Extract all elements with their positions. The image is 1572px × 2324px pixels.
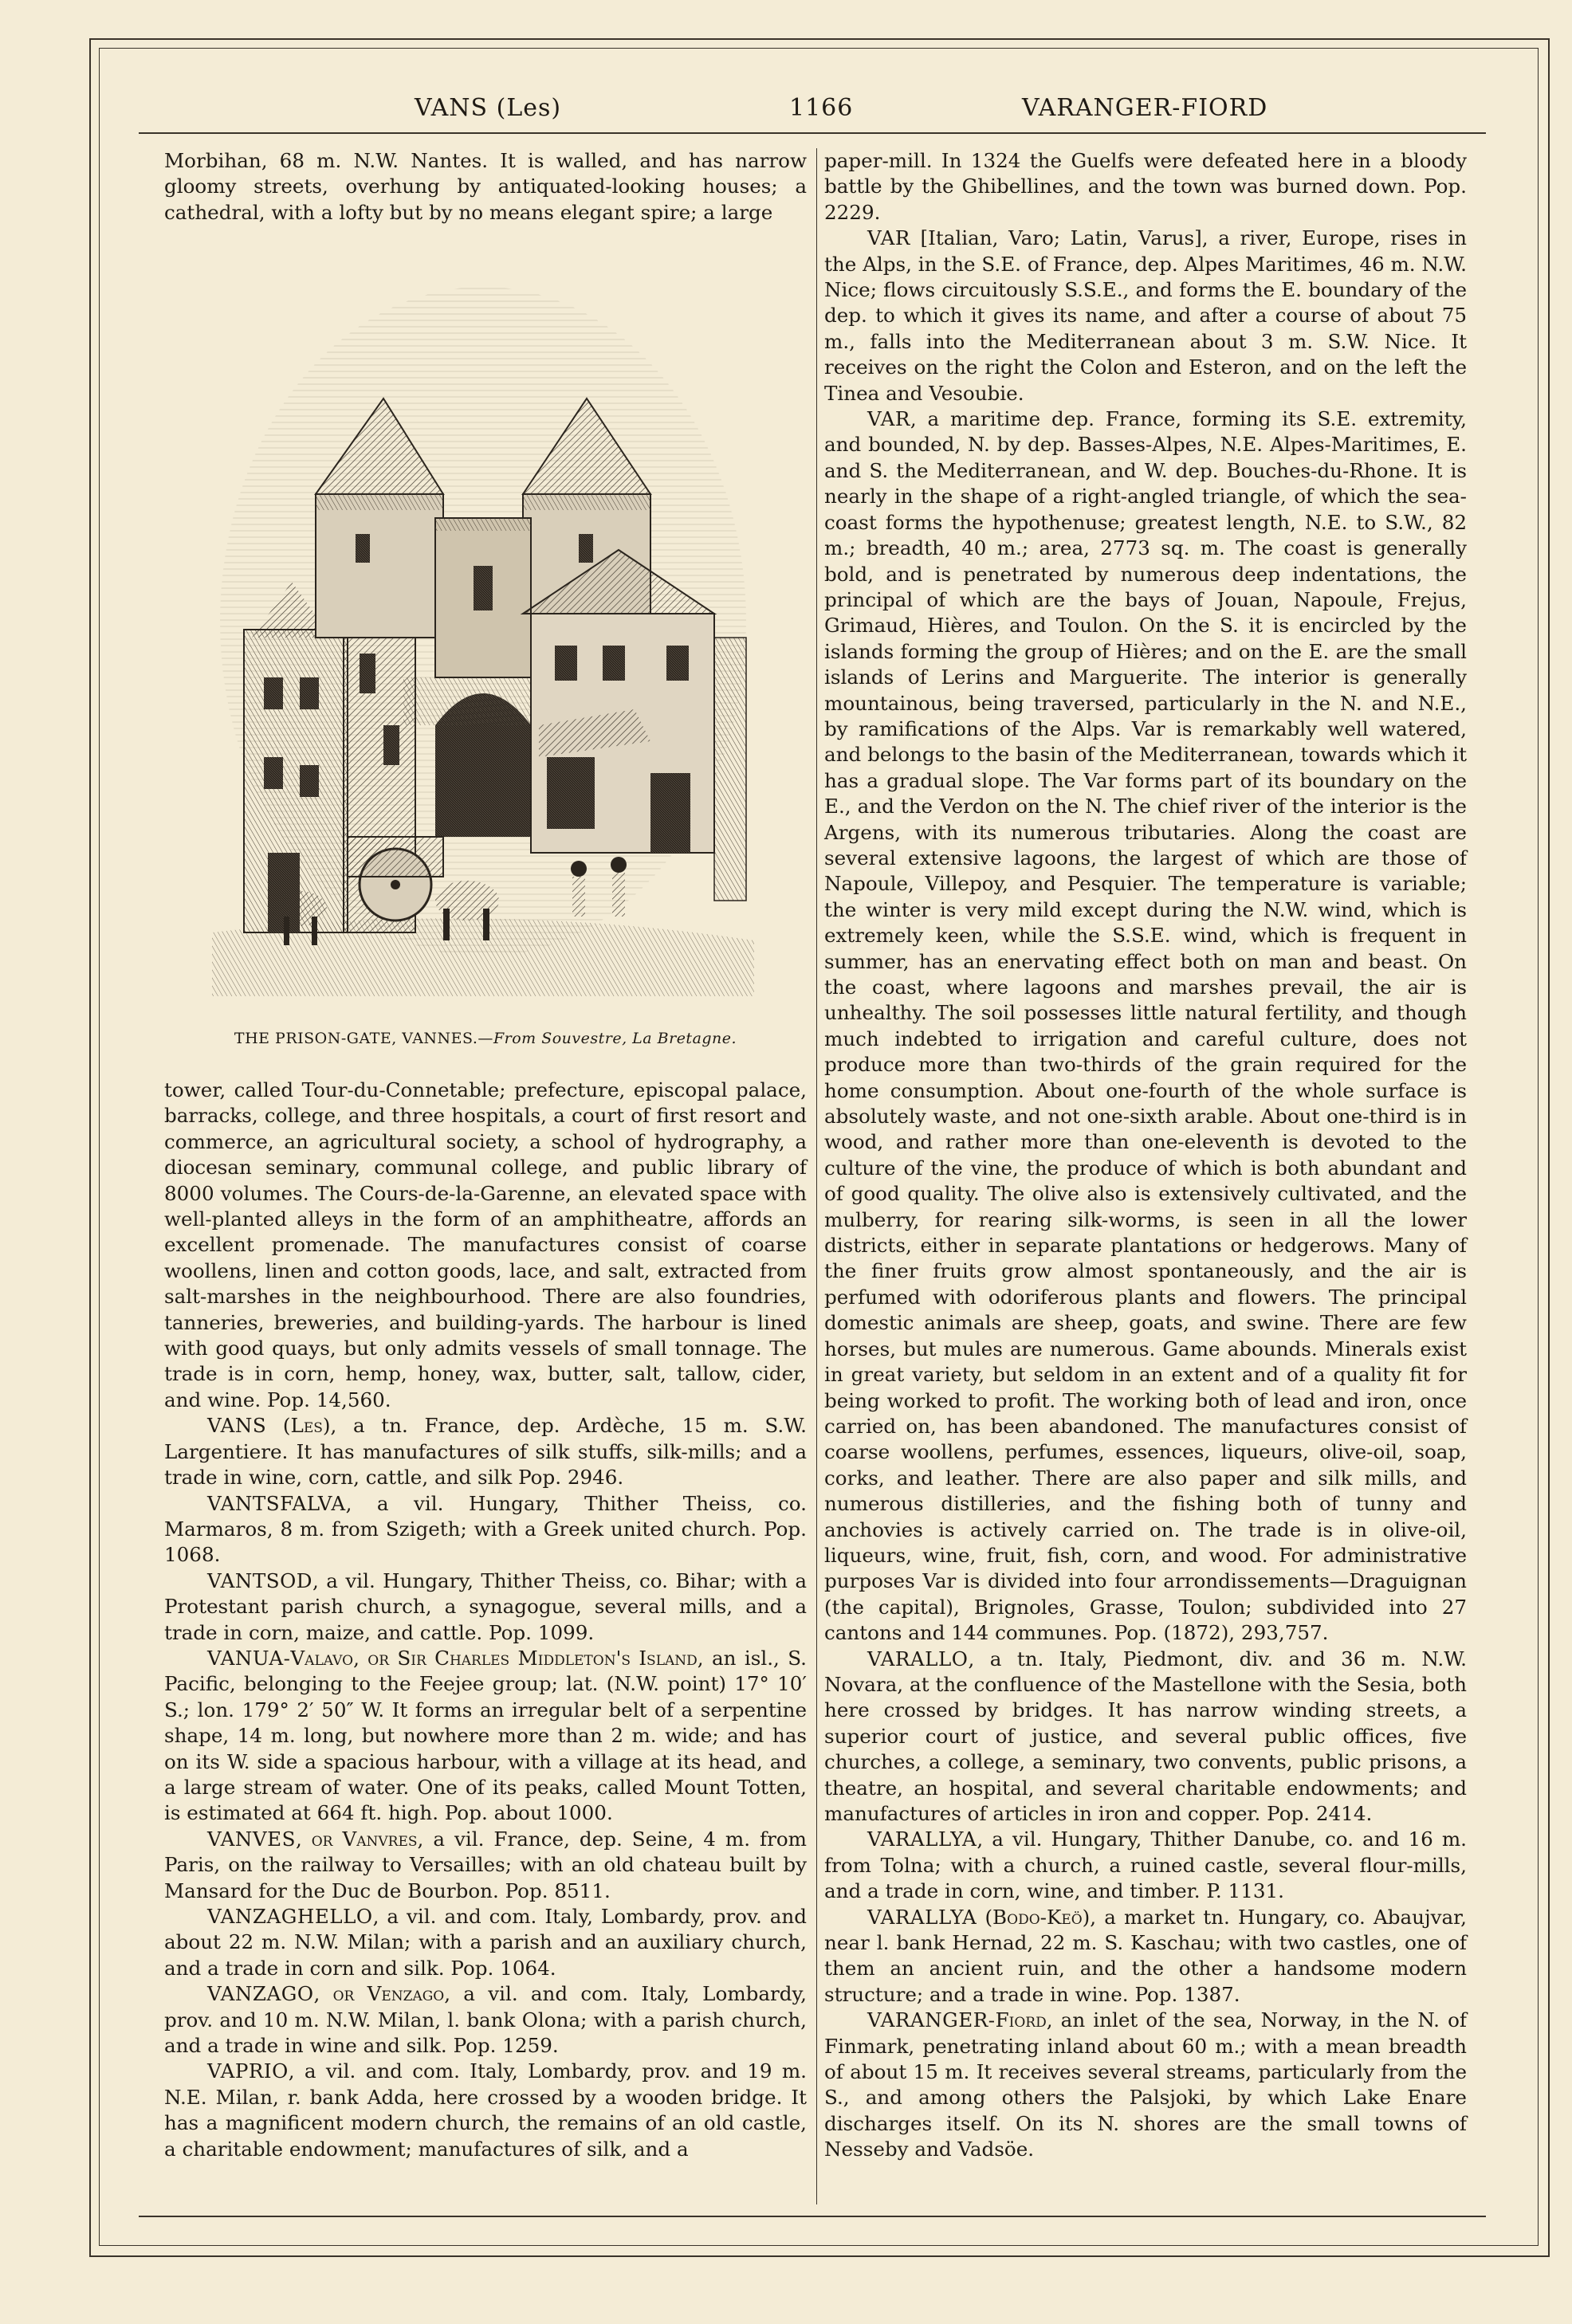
page-number: 1166 <box>789 94 854 122</box>
entry-varallya-bodo-keo <box>824 1905 1467 2008</box>
running-head-left: VANS (Les) <box>415 94 562 122</box>
entry-vans-les <box>164 1413 807 1490</box>
entry-varallya <box>824 1827 1467 1904</box>
headword: VAPRIO <box>207 2059 289 2083</box>
headword: VARALLYA <box>867 1905 977 1929</box>
caption-title: THE PRISON-GATE, VANNES.— <box>234 1030 493 1047</box>
paragraph: Morbihan, 68 m. N.W. Nantes. It is walled, and has narrow gloomy streets, overhung by antiquated-looking houses; a cathedral, with a lofty but by no means elegant spire; a large <box>164 149 807 224</box>
headword: VAR <box>867 226 910 250</box>
entry-text: , a vil. Hungary, Thither Theiss, co. Bihar; with a Protestant parish church, a synagogue, several mills, and a trade in corn, maize, and cattle. Pop. 1099. <box>164 1568 807 1644</box>
headword-sub: (Les) <box>282 1414 331 1438</box>
left-column-bottom <box>164 1078 807 2162</box>
footer-rule <box>139 2216 1486 2217</box>
entry-vantsod <box>164 1568 807 1646</box>
paragraph: tower, called Tour-du-Connetable; prefecture, episcopal palace, barracks, college, and three hospitals, a court of first resort and commerce, an agricultural society, a school of hydrography, a diocesan seminary, communal college, and public library of 8000 volumes. The Cours-de-la-Garenne, an elevated space with well-planted alleys in the form of an amphitheatre, affords an excellent promenade. The manufactures consist of coarse woollens, linen and cotton goods, lace, and salt, extracted from salt-marshes in the neighbourhood. There are also foundries, tanneries, breweries, and building-yards. The harbour is lined with good quays, but only admits vessels of small tonnage. The trade is in corn, hemp, honey, wax, butter, salt, tallow, cider, and wine. Pop. 14,560. <box>164 1078 807 1411</box>
entry-vantsfalva <box>164 1491 807 1568</box>
entry-vanzaghello <box>164 1904 807 1981</box>
headword: VANZAGHELLO <box>207 1905 373 1928</box>
entry-varanger-fiord <box>824 2008 1467 2162</box>
headword-sub: (Bodo-Keö) <box>977 1905 1091 1929</box>
entry-var-department <box>824 406 1467 1647</box>
headword-sub: , or Venzago <box>313 1982 445 2006</box>
entry-text: , a vil. France, dep. Seine, 4 m. from Paris, on the railway to Versailles; with an old chateau built by Mansard for the Duc de Bourbon. Pop. 8511. <box>164 1827 807 1902</box>
entry-text: , a tn. France, dep. Ardèche, 15 m. S.W. Largentiere. It has manufactures of silk stuffs, silk-mills; and a trade in wine, corn, cattle, and silk Pop. 2946. <box>164 1414 807 1490</box>
headword-sub: Fiord <box>995 2008 1047 2032</box>
entry-text: , a tn. Italy, Piedmont, div. and 36 m. N.W. Novara, at the confluence of the Mastellone with the Sesia, both here crossed by bridges. It has narrow winding streets, a superior court of justice, and several public offices, five churches, a college, a seminary, two convents, public prisons, a theatre, an hospital, and several charitable endowments; and manufactures of articles in iron and copper. Pop. 2414. <box>824 1647 1467 1825</box>
entry-text: , a vil. and com. Italy, Lombardy, prov. and 10 m. N.W. Milan, l. bank Olona; with a parish church, and a trade in wine and silk. Pop. 1259. <box>164 1982 807 2058</box>
headword: VANZAGO <box>207 1982 314 2006</box>
column-divider <box>816 148 817 2204</box>
entry-text: , a vil. Hungary, Thither Theiss, co. Marmaros, 8 m. from Szigeth; with a Greek united church. Pop. 1068. <box>164 1491 807 1567</box>
entry-text: , an isl., S. Pacific, belonging to the Feejee group; lat. (N.W. point) 17° 10′ S.; lon. 179° 2′ 50″ W. It forms an irregular belt of a serpentine shape, 14 m. long, but nowhere more than 2 m. wide; and has on its W. side a spacious harbour, with a village at its head, and a large stream of water. One of its peaks, called Mount Totten, is estimated at 664 ft. high. Pop. about 1000. <box>164 1646 807 1825</box>
entry-vanzago <box>164 1981 807 2059</box>
entry-text: , a market tn. Hungary, co. Abaujvar, near l. bank Hernad, 22 m. S. Kaschau; with two castles, one of them an ancient ruin, and the other a handsome modern structure; and a trade in wine. Pop. 1387. <box>824 1905 1467 2006</box>
headword: VANTSOD <box>207 1568 313 1592</box>
entry-vanves <box>164 1827 807 1904</box>
headword: VANVES <box>207 1827 296 1851</box>
headword: VARALLO <box>867 1647 969 1670</box>
entry-text: , a vil. and com. Italy, Lombardy, prov. and about 22 m. N.W. Milan; with a parish and an auxiliary church, and a trade in corn and silk. Pop. 1064. <box>164 1905 807 1980</box>
entry-text: , an inlet of the sea, Norway, in the N. of Finmark, penetrating inland about 60 m.; with a mean breadth of about 15 m. It receives several streams, particularly from the S., and among others the Palsjoki, by which Lake Enare discharges itself. On its N. shores are the small towns of Nesseby and Vadsöe. <box>824 2008 1467 2161</box>
running-head-right: VARANGER-FIORD <box>1022 94 1268 122</box>
engraving-prison-gate-vannes <box>204 279 762 996</box>
headword: VARANGER- <box>867 2008 996 2032</box>
figure-caption <box>164 1030 807 1047</box>
entry-text: , a vil. and com. Italy, Lombardy, prov. and 19 m. N.E. Milan, r. bank Adda, here crossed by a wooden bridge. It has a magnificent modern church, the remains of an old castle, a charitable endowment; manufactures of silk, and a <box>164 2059 807 2161</box>
headword-sub: Valavo, or Sir Charles Middleton's Island <box>290 1646 698 1670</box>
entry-vaprio <box>164 2059 807 2162</box>
headword-sub: , or Vanvres <box>295 1827 418 1851</box>
caption-source: From Souvestre, La Bretagne. <box>493 1030 737 1047</box>
entry-var-river <box>824 226 1467 406</box>
entry-text: [Italian, Varo; Latin, Varus], a river, Europe, rises in the Alps, in the S.E. of France, dep. Alpes Maritimes, 46 m. N.W. Nice; flows circuitously S.S.E., and forms the E. boundary of the dep. to which it gives its name, and after a course of about 75 m., falls into the Mediterranean about 3 m. S.W. Nice. It receives on the right the Colon and Esteron, and on the left the Tinea and Vesoubie. <box>824 226 1467 405</box>
headword: VANS <box>207 1414 267 1438</box>
entry-vanua-valavo <box>164 1646 807 1827</box>
left-column-top <box>164 148 807 226</box>
header-rule <box>139 132 1486 134</box>
entry-varallo <box>824 1647 1467 1827</box>
headword: VANUA- <box>207 1646 291 1670</box>
entry-text: , a maritime dep. France, forming its S.E. extremity, and bounded, N. by dep. Basses-Alpes, N.E. Alpes-Maritimes, E. and S. the Mediterranean, and W. dep. Bouches-du-Rhone. It is nearly in the shape of a right-angled triangle, of which the sea-coast forms the hypothenuse; greatest length, N.E. to S.W., 82 m.; breadth, 40 m.; area, 2773 sq. m. The coast is generally bold, and is penetrated by numerous deep indentations, the principal of which are the bays of Jouan, Napoule, Frejus, Grimaud, Hières, and Toulon. On the S. it is encircled by the islands forming the group of Hières; and on the E. are the small islands of Lerins and Marguerite. The interior is generally mountainous, being traversed, particularly in the N. and N.E., by ramifications of the Alps. Var is remarkably well watered, and belongs to the basin of the Mediterranean, towards which it has a gradual slope. The Var forms part of its boundary on the E., and the Verdon on the N. The chief river of the interior is the Argens, with its numerous tributaries. Along the coast are several extensive lagoons, the largest of which are those of Napoule, Villepoy, and Pesquier. The temperature is variable; the winter is very mild except during the N.W. wind, which is extremely keen, while the S.S.E. wind, which is frequent in summer, has an enervating effect both on man and beast. On the coast, where lagoons and marshes prevail, the air is unhealthy. The soil possesses little natural fertility, and though much indebted to irrigation and careful culture, does not produce more than two-thirds of the grain required for the home consumption. About one-fourth of the whole surface is absolutely waste, and not one-sixth arable. About one-third is in wood, and rather more than one-eleventh is devoted to the culture of the vine, the produce of which is both abundant and of good quality. The olive also is extensively cultivated, and the mulberry, for rearing silk-worms, is seen in all the lower districts, either in separate plantations or hedgerows. Many of the finer fruits grow almost spontaneously, and the air is perfumed with odoriferous plants and flowers. The principal domestic animals are sheep, goats, and swine. There are few horses, but mules are numerous. Game abounds. Minerals exist in great variety, but seldom in an extent and of a quality fit for being worked to profit. The working both of lead and iron, once carried on, has been abandoned. The manufactures consist of coarse woollens, perfumes, essences, liqueurs, olive-oil, soap, corks, and leather. There are also paper and silk mills, and numerous distilleries, and the fishing both of tunny and anchovies is actively carried on. The trade is in olive-oil, liqueurs, wine, fruit, fish, corn, and wood. For administrative purposes Var is divided into four arrondissements—Draguignan (the capital), Brignoles, Grasse, Toulon; subdivided into 27 cantons and 144 communes. Pop. (1872), 293,757. <box>824 407 1467 1645</box>
right-column <box>824 148 1467 2163</box>
headword: VARALLYA <box>867 1827 977 1851</box>
paragraph: paper-mill. In 1324 the Guelfs were defeated here in a bloody battle by the Ghibellines, and the town was burned down. Pop. 2229. <box>824 149 1467 224</box>
entry-text: , a vil. Hungary, Thither Danube, co. and 16 m. from Tolna; with a church, a ruined castle, several flour-mills, and a trade in corn, wine, and timber. P. 1131. <box>824 1827 1467 1903</box>
headword: VANTSFALVA <box>207 1491 346 1515</box>
headword: VAR <box>867 407 910 431</box>
